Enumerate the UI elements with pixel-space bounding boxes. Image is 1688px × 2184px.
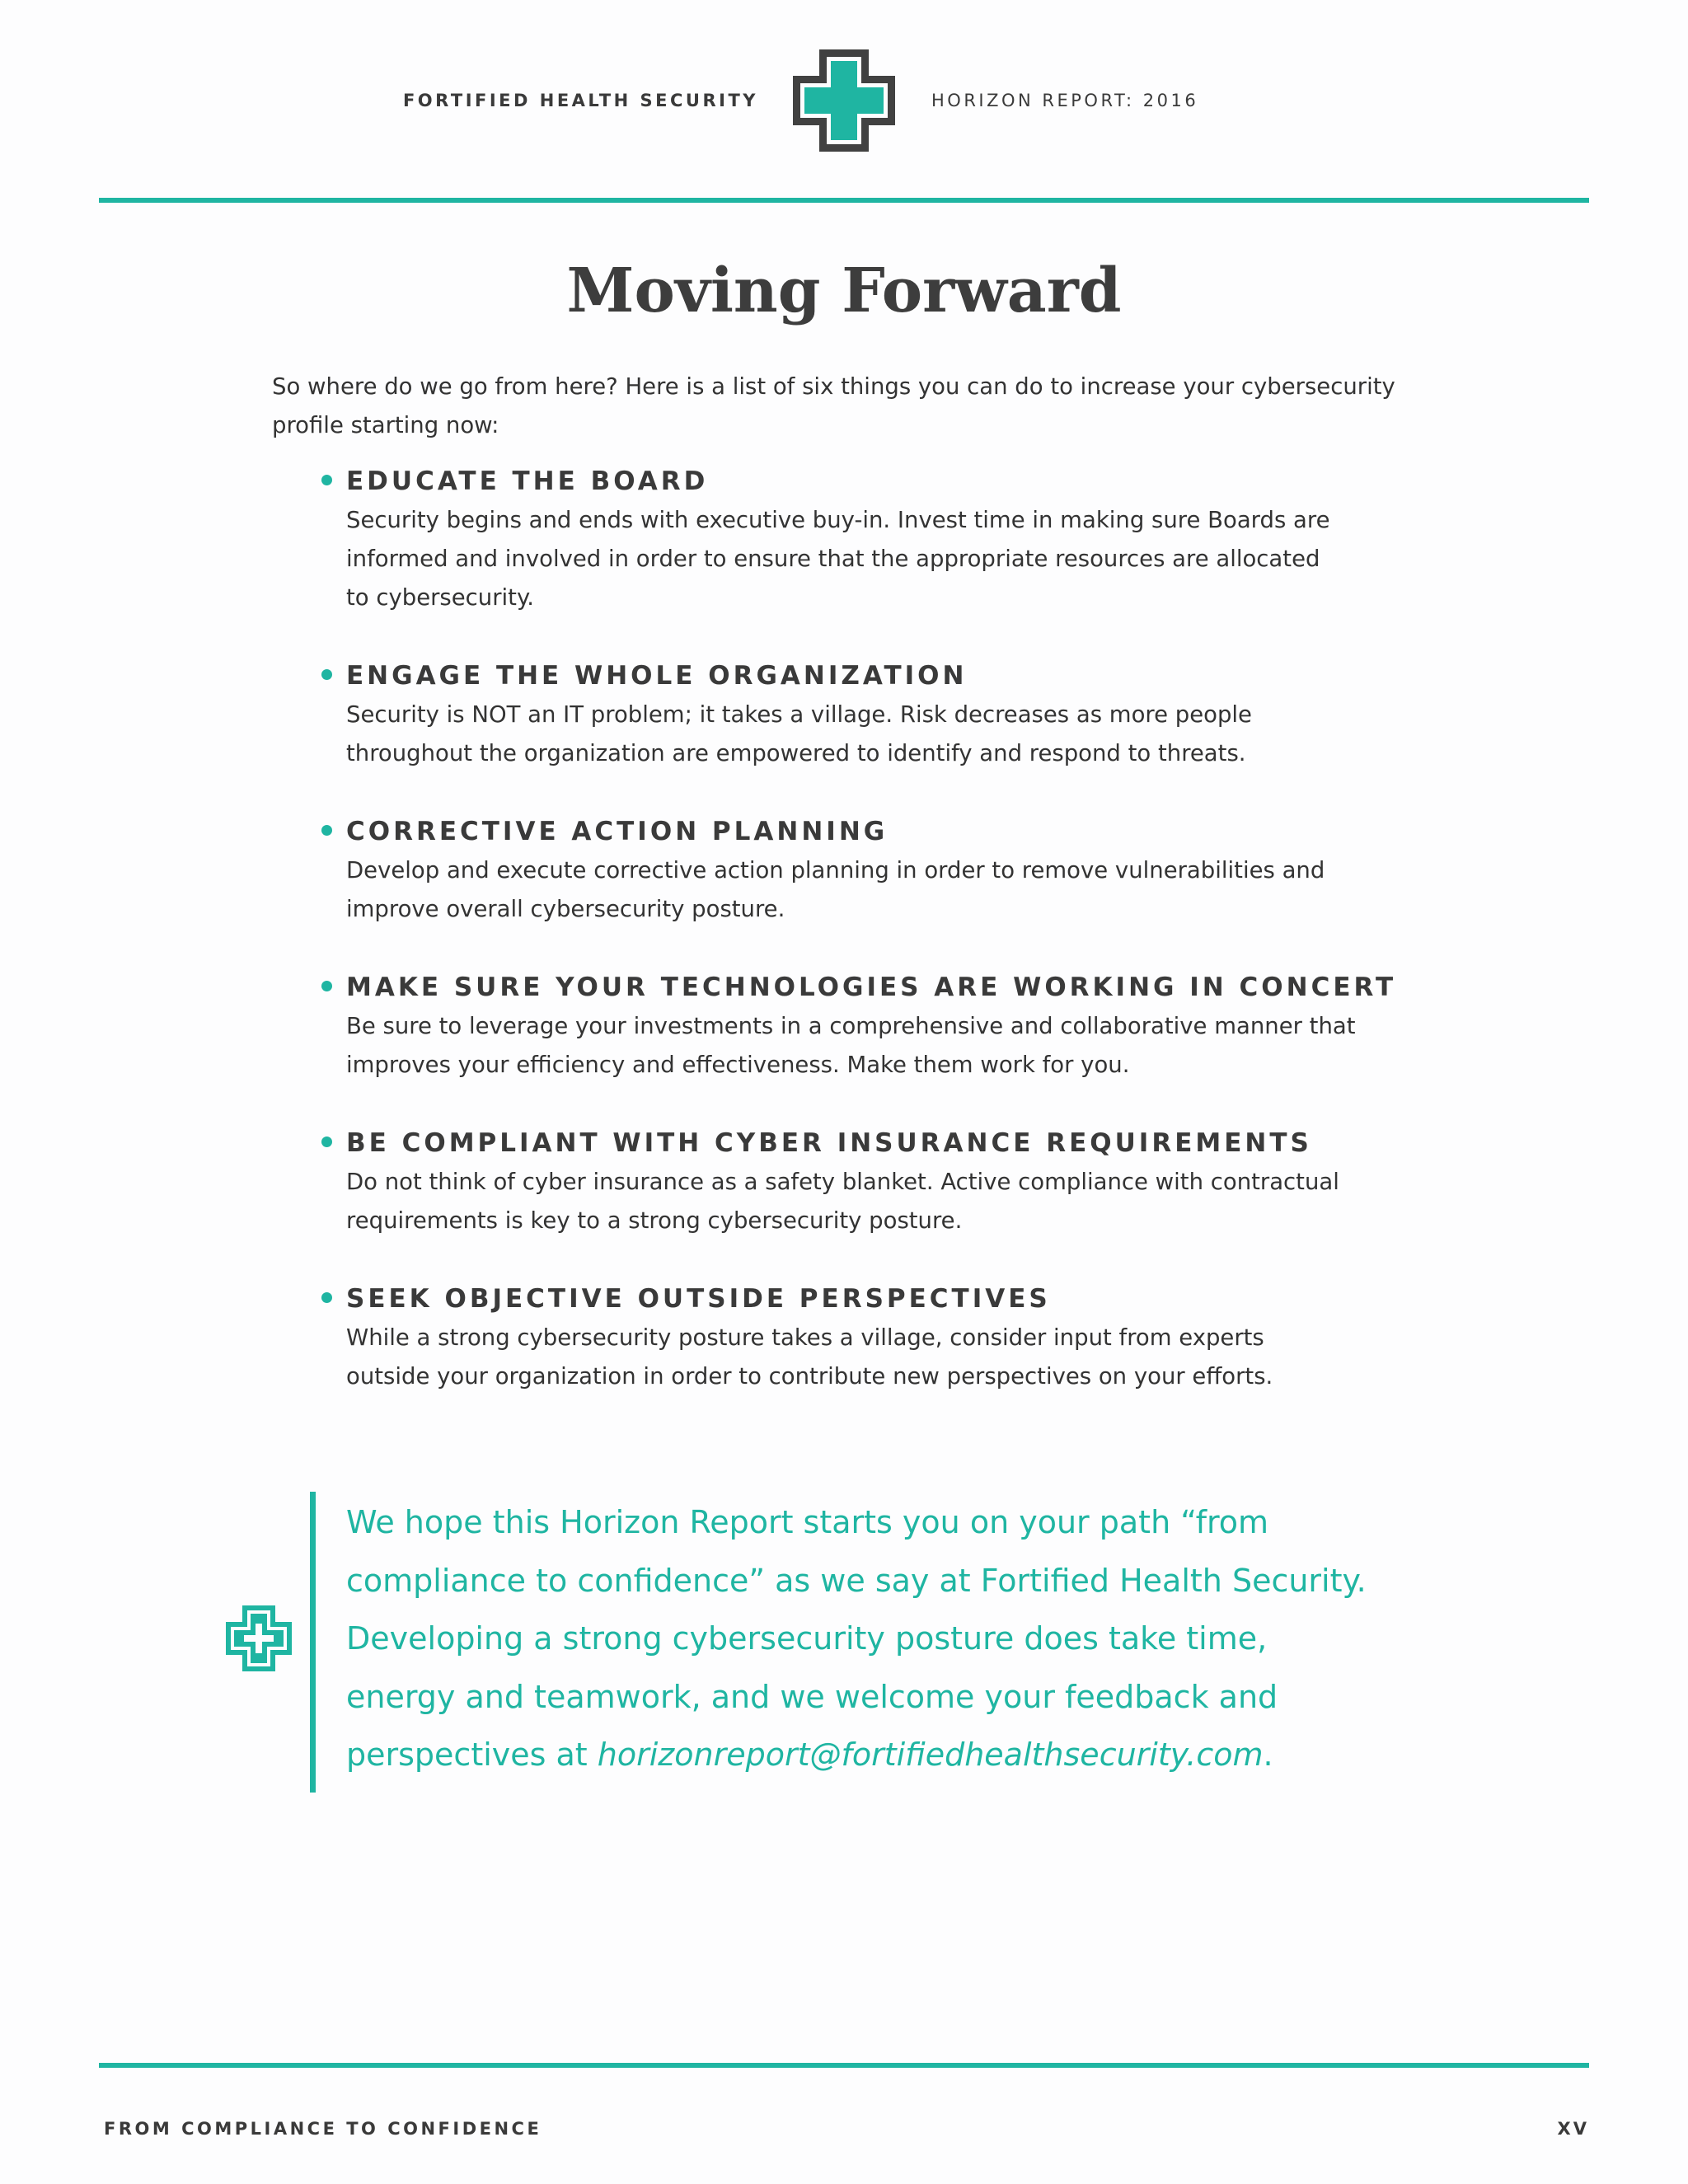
header-divider: [99, 198, 1589, 203]
page-number: XV: [1557, 2119, 1589, 2139]
quote-end: .: [1263, 1736, 1273, 1773]
list-item: [321, 462, 1393, 617]
quote-text: We hope this Horizon Report starts you on your path “from compliance to confidence” as we say at Fortified Health Security. Developing a strong cybersecurity posture does take time, energy and teamwork, and we welcome your feedback and perspectives at: [346, 1504, 1367, 1773]
header-org-name: FORTIFIED HEALTH SECURITY: [402, 91, 758, 110]
item-body: Do not think of cyber insurance as a safety blanket. Active compliance with contractual requirements is key to a strong cybersecurity posture.: [346, 1169, 1339, 1234]
item-heading: SEEK OBJECTIVE OUTSIDE PERSPECTIVES: [346, 1284, 1051, 1314]
bullet-icon: [321, 669, 332, 680]
list-item: [321, 812, 1393, 929]
header-report-name: HORIZON REPORT: 2016: [931, 91, 1199, 110]
item-heading: EDUCATE THE BOARD: [346, 466, 709, 496]
bullet-icon: [321, 475, 332, 485]
list-item: [321, 1279, 1393, 1396]
item-body: Security begins and ends with executive buy-in. Invest time in making sure Boards are informed and involved in order to ensure that the appropriate resources are allocated to cybersecurity.: [346, 507, 1330, 611]
item-heading: ENGAGE THE WHOLE ORGANIZATION: [346, 661, 968, 691]
cross-icon: [226, 1605, 292, 1671]
item-heading: BE COMPLIANT WITH CYBER INSURANCE REQUIREMENTS: [346, 1128, 1312, 1158]
bullet-icon: [321, 981, 332, 991]
list-item: [321, 968, 1397, 1085]
page-title: Moving Forward: [566, 255, 1122, 326]
bullet-icon: [321, 1137, 332, 1147]
bullet-icon: [321, 825, 332, 836]
fortified-cross-logo-icon: [793, 49, 895, 152]
footer-divider: [99, 2063, 1589, 2068]
list-item: [321, 656, 1393, 773]
intro-paragraph: So where do we go from here? Here is a list of six things you can do to increase your cybersecurity profile starting now:: [272, 373, 1395, 438]
bullet-icon: [321, 1292, 332, 1303]
quote-bar: [310, 1492, 316, 1793]
item-body: Security is NOT an IT problem; it takes a village. Risk decreases as more people throughout the organization are empowered to identify and respond to threats.: [346, 701, 1252, 766]
closing-quote: [346, 1493, 1517, 1784]
item-body: While a strong cybersecurity posture takes a village, consider input from experts outside your organization in order to contribute new perspectives on your efforts.: [346, 1324, 1273, 1390]
item-heading: CORRECTIVE ACTION PLANNING: [346, 817, 889, 846]
list-item: [321, 1123, 1393, 1240]
footer-tagline: FROM COMPLIANCE TO CONFIDENCE: [104, 2119, 542, 2139]
item-heading: MAKE SURE YOUR TECHNOLOGIES ARE WORKING IN CONCERT: [346, 972, 1397, 1002]
feedback-email-link[interactable]: horizonreport@fortifiedhealthsecurity.com: [597, 1736, 1264, 1773]
item-body: Develop and execute corrective action planning in order to remove vulnerabilities and improve overall cybersecurity posture.: [346, 857, 1325, 922]
item-body: Be sure to leverage your investments in a comprehensive and collaborative manner that improves your efficiency and effectiveness. Make them work for you.: [346, 1013, 1356, 1078]
action-list: [321, 462, 1397, 1435]
